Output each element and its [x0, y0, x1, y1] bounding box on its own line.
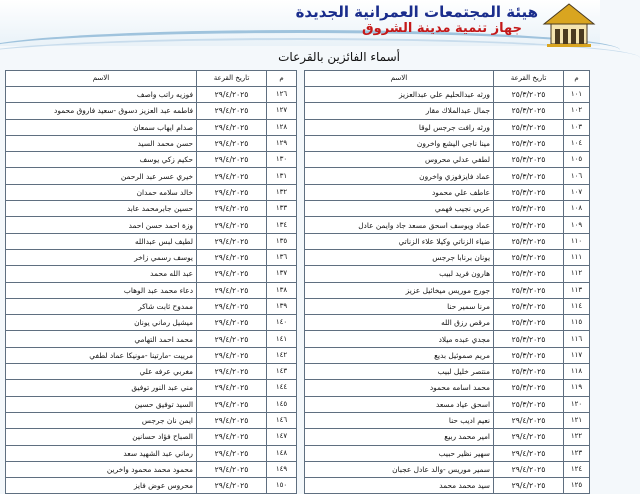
draw-date: ٢٩/٤/٢٠٢٥: [197, 380, 267, 396]
draw-date: ٢٩/٤/٢٠٢٥: [197, 103, 267, 119]
row-number: ١٤٤: [267, 380, 297, 396]
draw-date: ٢٥/٣/٢٠٢٥: [494, 266, 564, 282]
draw-date: ٢٩/٤/٢٠٢٥: [197, 184, 267, 200]
winners-table-right: [304, 70, 590, 494]
draw-date: ٢٩/٤/٢٠٢٥: [197, 233, 267, 249]
table-row: [6, 201, 297, 217]
row-number: ١٤٣: [267, 364, 297, 380]
draw-date: ٢٩/٤/٢٠٢٥: [197, 249, 267, 265]
row-number: ١٠٢: [564, 103, 590, 119]
table-row: [305, 201, 590, 217]
draw-date: ٢٥/٣/٢٠٢٥: [494, 347, 564, 363]
winner-name: مرقص رزق الله: [305, 315, 494, 331]
row-number: ١٢٦: [267, 87, 297, 103]
row-number: ١٢١: [564, 412, 590, 428]
draw-date: ٢٩/٤/٢٠٢٥: [197, 461, 267, 477]
table-row: [305, 347, 590, 363]
draw-date: ٢٩/٤/٢٠٢٥: [494, 412, 564, 428]
winner-name: يونان برنابا جرجس: [305, 249, 494, 265]
table-row: [6, 184, 297, 200]
table-row: [305, 266, 590, 282]
winner-name: جورج موريس ميخائيل عزيز: [305, 282, 494, 298]
winner-name: ميشيل رماني يونان: [6, 315, 197, 331]
draw-date: ٢٥/٣/٢٠٢٥: [494, 364, 564, 380]
table-row: [6, 380, 297, 396]
row-number: ١٢٥: [564, 478, 590, 494]
draw-date: ٢٩/٤/٢٠٢٥: [197, 168, 267, 184]
draw-date: ٢٥/٣/٢٠٢٥: [494, 152, 564, 168]
draw-date: ٢٩/٤/٢٠٢٥: [197, 298, 267, 314]
draw-date: ٢٥/٣/٢٠٢٥: [494, 249, 564, 265]
table-row: [6, 87, 297, 103]
table-row: [6, 152, 297, 168]
row-number: ١٣٨: [267, 282, 297, 298]
draw-date: ٢٥/٣/٢٠٢٥: [494, 396, 564, 412]
row-number: ١١٥: [564, 315, 590, 331]
draw-date: ٢٩/٤/٢٠٢٥: [197, 331, 267, 347]
draw-date: ٢٥/٣/٢٠٢٥: [494, 119, 564, 135]
column-header-date: تاريخ القرعة: [197, 71, 267, 87]
winner-name: امير محمد ربيع: [305, 429, 494, 445]
draw-date: ٢٩/٤/٢٠٢٥: [197, 119, 267, 135]
winner-name: فاطمه عبد العزيز دسوق -سعيد فاروق محمود: [6, 103, 197, 119]
winners-table-left: [5, 70, 297, 494]
draw-date: ٢٩/٤/٢٠٢٥: [197, 282, 267, 298]
table-row: [6, 217, 297, 233]
row-number: ١٣٢: [267, 184, 297, 200]
winner-name: محروس عوض فايز: [6, 478, 197, 494]
winner-name: عماد فايزفوزي واخرون: [305, 168, 494, 184]
winner-name: اسحق عياد مسعد: [305, 396, 494, 412]
org-title: هيئة المجتمعات العمرانية الجديدة: [295, 3, 538, 21]
table-row: [305, 119, 590, 135]
table-row: [6, 266, 297, 282]
row-number: ١١٨: [564, 364, 590, 380]
winner-name: محمود محمد محمود واخرين: [6, 461, 197, 477]
draw-date: ٢٩/٤/٢٠٢٥: [197, 135, 267, 151]
table-row: [305, 331, 590, 347]
row-number: ١٣٣: [267, 201, 297, 217]
winner-name: فوزيه راتب واصف: [6, 87, 197, 103]
winner-name: مني عبد النور توفيق: [6, 380, 197, 396]
table-row: [305, 412, 590, 428]
row-number: ١٣١: [267, 168, 297, 184]
row-number: ١٢٧: [267, 103, 297, 119]
row-number: ١٠٩: [564, 217, 590, 233]
table-row: [6, 249, 297, 265]
table-row: [305, 233, 590, 249]
column-header-name: الاسم: [6, 71, 197, 87]
draw-date: ٢٥/٣/٢٠٢٥: [494, 380, 564, 396]
winner-name: عربي نجيب فهمي: [305, 201, 494, 217]
winner-name: لطيف لبس عبدالله: [6, 233, 197, 249]
row-number: ١١٣: [564, 282, 590, 298]
table-row: [305, 135, 590, 151]
table-row: [6, 347, 297, 363]
table-row: [305, 217, 590, 233]
table-row: [6, 135, 297, 151]
table-header-row: [6, 71, 297, 87]
row-number: ١٤٩: [267, 461, 297, 477]
winner-name: مرييت -مارتينا -مونيكا عماد لطفي: [6, 347, 197, 363]
row-number: ١٤٨: [267, 445, 297, 461]
draw-date: ٢٥/٣/٢٠٢٥: [494, 201, 564, 217]
winner-name: خالد سلامه حمدان: [6, 184, 197, 200]
winner-name: وزة احمد حسن احمد: [6, 217, 197, 233]
draw-date: ٢٥/٣/٢٠٢٥: [494, 87, 564, 103]
draw-date: ٢٥/٣/٢٠٢٥: [494, 298, 564, 314]
draw-date: ٢٩/٤/٢٠٢٥: [197, 429, 267, 445]
table-row: [305, 168, 590, 184]
draw-date: ٢٥/٣/٢٠٢٥: [494, 233, 564, 249]
winner-name: ايمن نان جرجس: [6, 412, 197, 428]
winner-name: رماني عبد الشهيد سعد: [6, 445, 197, 461]
winner-name: حكيم زكي يوسف: [6, 152, 197, 168]
table-row: [305, 396, 590, 412]
column-header-num: م: [267, 71, 297, 87]
table-row: [305, 315, 590, 331]
table-row: [305, 429, 590, 445]
row-number: ١٣٧: [267, 266, 297, 282]
row-number: ١٠٦: [564, 168, 590, 184]
winner-name: دعاء محمد عبد الوهاب: [6, 282, 197, 298]
row-number: ١١٦: [564, 331, 590, 347]
winner-name: يوسف رسمي زاخر: [6, 249, 197, 265]
draw-date: ٢٩/٤/٢٠٢٥: [197, 396, 267, 412]
winner-name: مريم صموئيل بديع: [305, 347, 494, 363]
draw-date: ٢٩/٤/٢٠٢٥: [494, 445, 564, 461]
draw-date: ٢٩/٤/٢٠٢٥: [494, 478, 564, 494]
row-number: ١٢٣: [564, 445, 590, 461]
winner-name: جمال عبدالملاك مقار: [305, 103, 494, 119]
row-number: ١٤٥: [267, 396, 297, 412]
winner-name: مغربي عرفه علي: [6, 364, 197, 380]
winner-name: مرنا سمير حنا: [305, 298, 494, 314]
row-number: ١٢٩: [267, 135, 297, 151]
draw-date: ٢٩/٤/٢٠٢٥: [197, 201, 267, 217]
table-row: [305, 478, 590, 494]
row-number: ١١٩: [564, 380, 590, 396]
row-number: ١٠٨: [564, 201, 590, 217]
winner-name: محمد اسامه محمود: [305, 380, 494, 396]
winner-name: عماد ويوسف اسحق مسعد جاد وايمن عادل: [305, 217, 494, 233]
draw-date: ٢٥/٣/٢٠٢٥: [494, 331, 564, 347]
table-row: [305, 152, 590, 168]
winner-name: مينا ناجي اليشع واخرون: [305, 135, 494, 151]
draw-date: ٢٩/٤/٢٠٢٥: [197, 217, 267, 233]
table-row: [305, 184, 590, 200]
table-row: [6, 168, 297, 184]
winner-name: الصباح فؤاد حسانين: [6, 429, 197, 445]
row-number: ١٣٥: [267, 233, 297, 249]
draw-date: ٢٩/٤/٢٠٢٥: [197, 364, 267, 380]
draw-date: ٢٥/٣/٢٠٢٥: [494, 103, 564, 119]
table-row: [6, 461, 297, 477]
column-header-num: م: [564, 71, 590, 87]
row-number: ١١١: [564, 249, 590, 265]
table-row: [305, 103, 590, 119]
row-number: ١٣٤: [267, 217, 297, 233]
row-number: ١٣٩: [267, 298, 297, 314]
row-number: ١٤٢: [267, 347, 297, 363]
row-number: ١٠٧: [564, 184, 590, 200]
draw-date: ٢٩/٤/٢٠٢٥: [494, 429, 564, 445]
org-subtitle: جهاز تنمية مدينة الشروق: [362, 21, 522, 36]
row-number: ١٢٨: [267, 119, 297, 135]
row-number: ١٤١: [267, 331, 297, 347]
table-row: [6, 478, 297, 494]
table-row: [6, 396, 297, 412]
authority-logo-icon: [542, 2, 596, 48]
table-row: [305, 298, 590, 314]
table-row: [305, 461, 590, 477]
draw-date: ٢٥/٣/٢٠٢٥: [494, 135, 564, 151]
winner-name: حسين جابرمحمد عابد: [6, 201, 197, 217]
row-number: ١١٢: [564, 266, 590, 282]
row-number: ١٥٠: [267, 478, 297, 494]
table-row: [6, 331, 297, 347]
winner-name: ورثه عبدالحليم علي عبدالعزيز: [305, 87, 494, 103]
table-row: [305, 87, 590, 103]
winner-name: صدام ايهاب سمعان: [6, 119, 197, 135]
winner-name: منتصر خليل لبيب: [305, 364, 494, 380]
table-row: [6, 103, 297, 119]
table-row: [6, 298, 297, 314]
draw-date: ٢٩/٤/٢٠٢٥: [494, 461, 564, 477]
row-number: ١٣٦: [267, 249, 297, 265]
table-row: [6, 233, 297, 249]
table-row: [6, 445, 297, 461]
row-number: ١٤٦: [267, 412, 297, 428]
row-number: ١١٠: [564, 233, 590, 249]
winner-name: ضياء الزناتي وكيلا علاء الزناتي: [305, 233, 494, 249]
winner-name: ورثه رافت جرجس لوقا: [305, 119, 494, 135]
row-number: ١٢٠: [564, 396, 590, 412]
table-row: [6, 119, 297, 135]
row-number: ١٠٤: [564, 135, 590, 151]
table-row: [305, 445, 590, 461]
row-number: ١٤٠: [267, 315, 297, 331]
winner-name: محمد احمد التهامي: [6, 331, 197, 347]
row-number: ١٠٥: [564, 152, 590, 168]
row-number: ١٢٤: [564, 461, 590, 477]
draw-date: ٢٥/٣/٢٠٢٥: [494, 217, 564, 233]
draw-date: ٢٩/٤/٢٠٢٥: [197, 478, 267, 494]
winner-name: خيري عسر عبد الرحمن: [6, 168, 197, 184]
table-row: [6, 282, 297, 298]
winner-name: نعيم اديب حنا: [305, 412, 494, 428]
draw-date: ٢٥/٣/٢٠٢٥: [494, 315, 564, 331]
draw-date: ٢٩/٤/٢٠٢٥: [197, 347, 267, 363]
row-number: ١١٧: [564, 347, 590, 363]
table-header-row: [305, 71, 590, 87]
winner-name: سهير نظير حبيب: [305, 445, 494, 461]
draw-date: ٢٩/٤/٢٠٢٥: [197, 266, 267, 282]
table-row: [305, 364, 590, 380]
row-number: ١٢٢: [564, 429, 590, 445]
winner-name: عبد الله محمد: [6, 266, 197, 282]
row-number: ١٣٠: [267, 152, 297, 168]
page-title: أسماء الفائزين بالقرعات: [278, 50, 400, 64]
table-row: [305, 249, 590, 265]
draw-date: ٢٩/٤/٢٠٢٥: [197, 412, 267, 428]
row-number: ١٠١: [564, 87, 590, 103]
draw-date: ٢٩/٤/٢٠٢٥: [197, 87, 267, 103]
winner-name: حسن محمد السيد: [6, 135, 197, 151]
winner-name: مجدي عبده ميلاد: [305, 331, 494, 347]
winner-name: سيد محمد محمد: [305, 478, 494, 494]
column-header-name: الاسم: [305, 71, 494, 87]
winner-name: ممدوح ثابت شاكر: [6, 298, 197, 314]
row-number: ١٠٣: [564, 119, 590, 135]
table-row: [6, 364, 297, 380]
draw-date: ٢٥/٣/٢٠٢٥: [494, 184, 564, 200]
draw-date: ٢٥/٣/٢٠٢٥: [494, 168, 564, 184]
winner-name: لطفي عدلي محروس: [305, 152, 494, 168]
draw-date: ٢٩/٤/٢٠٢٥: [197, 152, 267, 168]
table-row: [6, 429, 297, 445]
table-row: [305, 380, 590, 396]
draw-date: ٢٩/٤/٢٠٢٥: [197, 315, 267, 331]
table-row: [6, 412, 297, 428]
draw-date: ٢٥/٣/٢٠٢٥: [494, 282, 564, 298]
table-row: [305, 282, 590, 298]
table-row: [6, 315, 297, 331]
row-number: ١١٤: [564, 298, 590, 314]
row-number: ١٤٧: [267, 429, 297, 445]
winner-name: السيد توفيق حسين: [6, 396, 197, 412]
winner-name: سمير موريس -والد عادل عجبان: [305, 461, 494, 477]
winner-name: عاطف علي محمود: [305, 184, 494, 200]
winner-name: هارون فريد لبيب: [305, 266, 494, 282]
column-header-date: تاريخ القرعة: [494, 71, 564, 87]
draw-date: ٢٩/٤/٢٠٢٥: [197, 445, 267, 461]
